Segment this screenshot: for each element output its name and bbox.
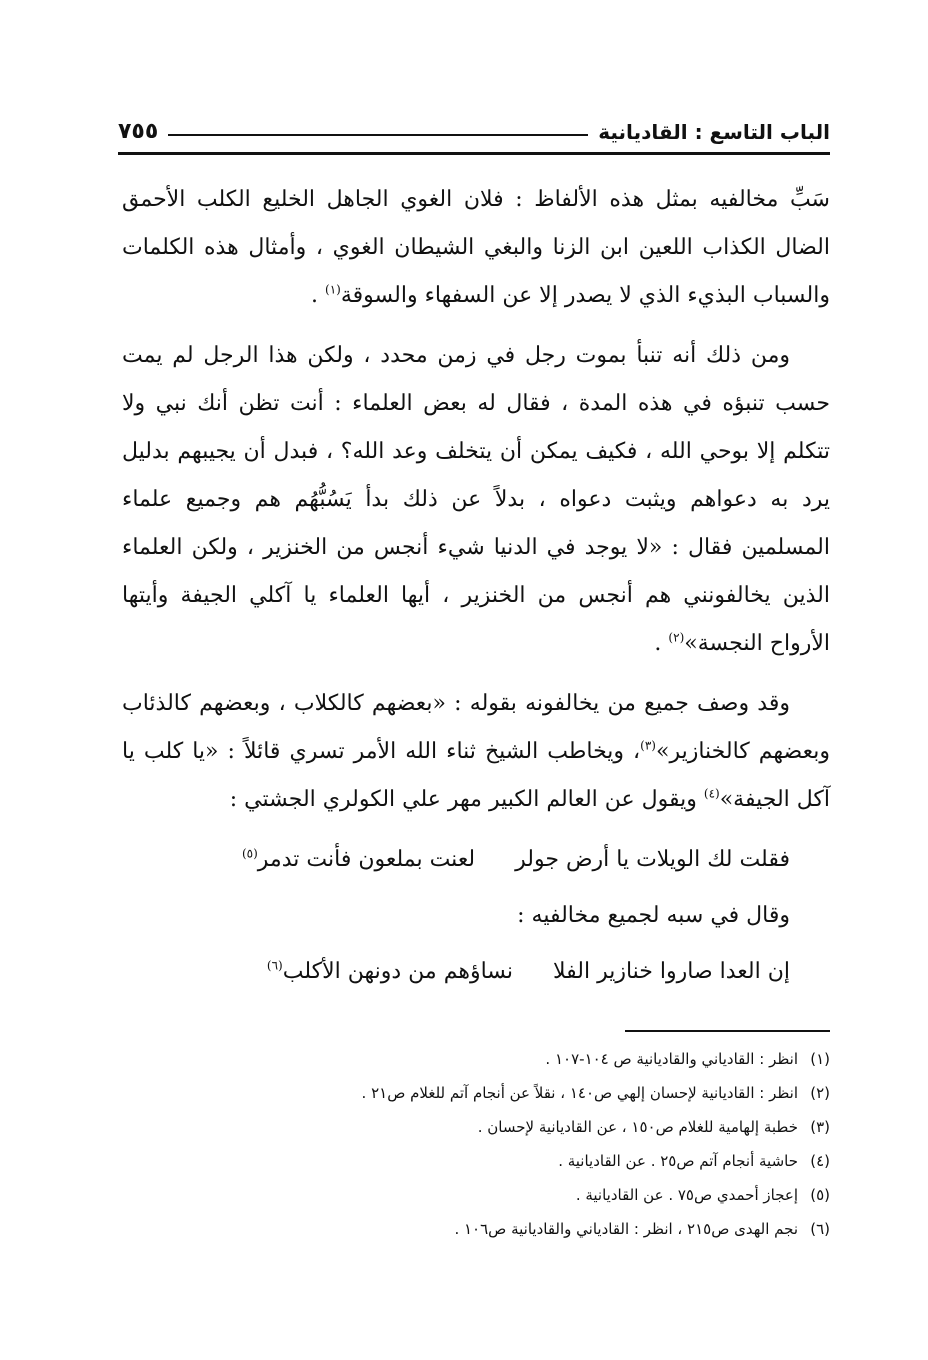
footnote: [122, 1178, 830, 1212]
chapter-title: الباب التاسع : القاديانية: [598, 120, 830, 144]
verse-1: [122, 836, 830, 884]
footnotes: [122, 1042, 830, 1246]
footnote: [122, 1076, 830, 1110]
footnote-number: (٥): [810, 1186, 830, 1204]
footnote-ref-5[interactable]: (٥): [241, 846, 258, 861]
paragraph-2: ومن ذلك أنه تنبأ بموت رجل في زمن محدد ، ولكن هذا الرجل لم يمت حسب تنبؤه في هذه المدة ، فقال له بعض العلماء : أنت تظن أنك نبي ولا تتكلم إلا بوحي الله ، فكيف يمكن أن يتخلف وعد الله؟ ، فبدل أن يجيبهم بدليل يرد به دعواهم ويثبت دعواه ، بدلاً عن ذلك بدأ يَسُبُّهُم هم وجميع علماء المسلمين فقال : «لا يوجد في الدنيا شيء أنجس من الخنزير ، ولكن العلماء الذين يخالفونني هم أنجس من الخنزير ، أيها العلماء يا آكلي الجيفة وأيتها الأرواح النجسة»$^{(٢)}$ .: [122, 343, 830, 656]
footnote-ref-2[interactable]: (٢): [668, 630, 685, 645]
header-leader-line: [168, 134, 588, 136]
verse-1-second-hemistich: لعنت بملعون فأنت تدمر: [257, 847, 476, 872]
verse-2: [122, 948, 830, 996]
verse-intro: وقال في سبه لجميع مخالفيه :: [517, 903, 790, 928]
footnote-text: إعجاز أحمدي ص٧٥ . عن القاديانية .: [575, 1186, 798, 1204]
verse-1-first-hemistich: فقلت لك الويلات يا أرض جولر: [515, 847, 790, 872]
paragraph-3: وقد وصف جميع من يخالفونه بقوله : «بعضهم كالكلاب ، وبعضهم كالذئاب وبعضهم كالخنازير»$^{(٣)}$، ويخاطب الشيخ ثناء الله الأمر تسري قائلاً : «يا كلب يا آكل الجيفة»$^{(٤)}$ ويقول عن العالم الكبير مهر علي الكولري الجشتي :: [122, 691, 830, 812]
footnote: [122, 1144, 830, 1178]
verse-2-second-hemistich: نساؤهم من دونهن الأكلب: [282, 959, 514, 984]
footnote-number: (٣): [810, 1118, 830, 1136]
footnote: [122, 1212, 830, 1246]
footnote-number: (١): [810, 1050, 830, 1068]
footnote-text: حاشية أنجام آتم ص٢٥ . عن القاديانية .: [558, 1152, 798, 1170]
header-rule: [118, 152, 830, 155]
footnote-ref-6[interactable]: (٦): [266, 958, 283, 973]
footnote-number: (٢): [810, 1084, 830, 1102]
verse-2-first-hemistich: إن العدا صاروا خنازير الفلا: [553, 959, 790, 984]
footnote-ref-1[interactable]: (١): [325, 282, 341, 297]
footnote-ref-3[interactable]: (٣): [640, 738, 656, 753]
running-header: [118, 108, 830, 152]
footnote-text: انظر : القادياني والقاديانية ص ١٠٤-١٠٧ .: [545, 1050, 798, 1068]
footnote: [122, 1110, 830, 1144]
footnote: [122, 1042, 830, 1076]
main-text: [122, 176, 830, 1004]
footnote-number: (٦): [810, 1220, 830, 1238]
footnote-text: انظر : القاديانية لإحسان إلهي ص١٤٠ ، نقلاً عن أنجام آتم للغلام ص٢١ .: [361, 1084, 798, 1102]
footnote-number: (٤): [810, 1152, 830, 1170]
footnote-text: خطبة إلهامية للغلام ص١٥٠ ، عن القاديانية لإحسان .: [477, 1118, 798, 1136]
footnote-separator: [625, 1030, 830, 1032]
page-number: ٧٥٥: [118, 119, 159, 144]
paragraph-1: سَبِّ مخالفيه بمثل هذه الألفاظ : فلان الغوي الجاهل الخليع الكلب الأحمق الضال الكذاب اللعين ابن الزنا والبغي الشيطان الغوي ، وأمثال هذه الكلمات والسباب البذيء الذي لا يصدر إلا عن السفهاء والسوقة$^{(١)}$ .: [122, 187, 831, 308]
footnote-text: نجم الهدى ص٢١٥ ، انظر : القادياني والقاديانية ص١٠٦ .: [454, 1220, 798, 1238]
footnote-ref-4[interactable]: (٤): [703, 786, 720, 801]
